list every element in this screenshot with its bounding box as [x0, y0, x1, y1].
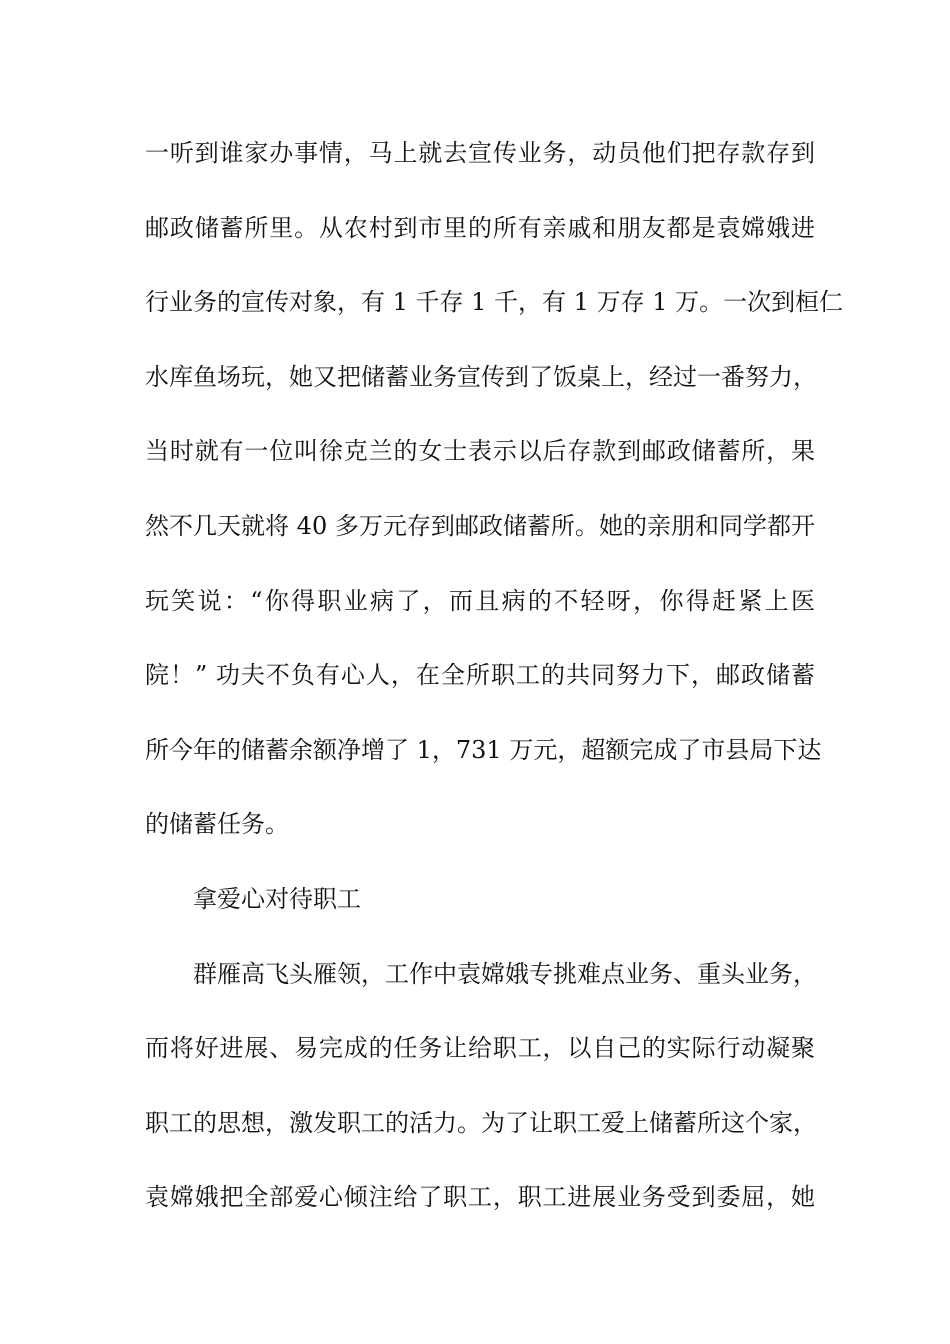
text-line: 邮政储蓄所里。从农村到市里的所有亲戚和朋友都是袁嫦娥进: [145, 213, 815, 242]
text-line: 而将好进展、易完成的任务让给职工，以自己的实际行动凝聚: [145, 1034, 815, 1063]
text-line: 当时就有一位叫徐克兰的女士表示以后存款到邮政储蓄所，果: [145, 437, 815, 466]
text-line: 所今年的储蓄余额净增了 1，731 万元，超额完成了市县局下达: [145, 735, 822, 764]
text-line: 的储蓄任务。: [145, 810, 289, 839]
text-line: 水库鱼场玩，她又把储蓄业务宣传到了饭桌上，经过一番努力，: [145, 362, 817, 391]
text-line: 职工的思想，激发职工的活力。为了让职工爱上储蓄所这个家，: [145, 1108, 817, 1137]
text-line: 然不几天就将 40 多万元存到邮政储蓄所。她的亲朋和同学都开: [145, 511, 815, 540]
text-line: 玩笑说：“你得职业病了，而且病的不轻呀，你得赶紧上医: [145, 586, 815, 615]
text-line: 行业务的宣传对象，有 1 千存 1 千，有 1 万存 1 万。一次到桓仁: [145, 288, 844, 317]
text-line: 院！” 功夫不负有心人，在全所职工的共同努力下，邮政储蓄: [145, 661, 815, 690]
text-line: 一听到谁家办事情，马上就去宣传业务，动员他们把存款存到: [145, 139, 815, 167]
body-text: [145, 126, 844, 1245]
section-heading: 拿爱心对待职工: [193, 884, 361, 913]
text-line: 袁嫦娥把全部爱心倾注给了职工，职工进展业务受到委屈，她: [145, 1183, 815, 1212]
text-line: 群雁高飞头雁领，工作中袁嫦娥专挑难点业务、重头业务，: [193, 959, 817, 988]
